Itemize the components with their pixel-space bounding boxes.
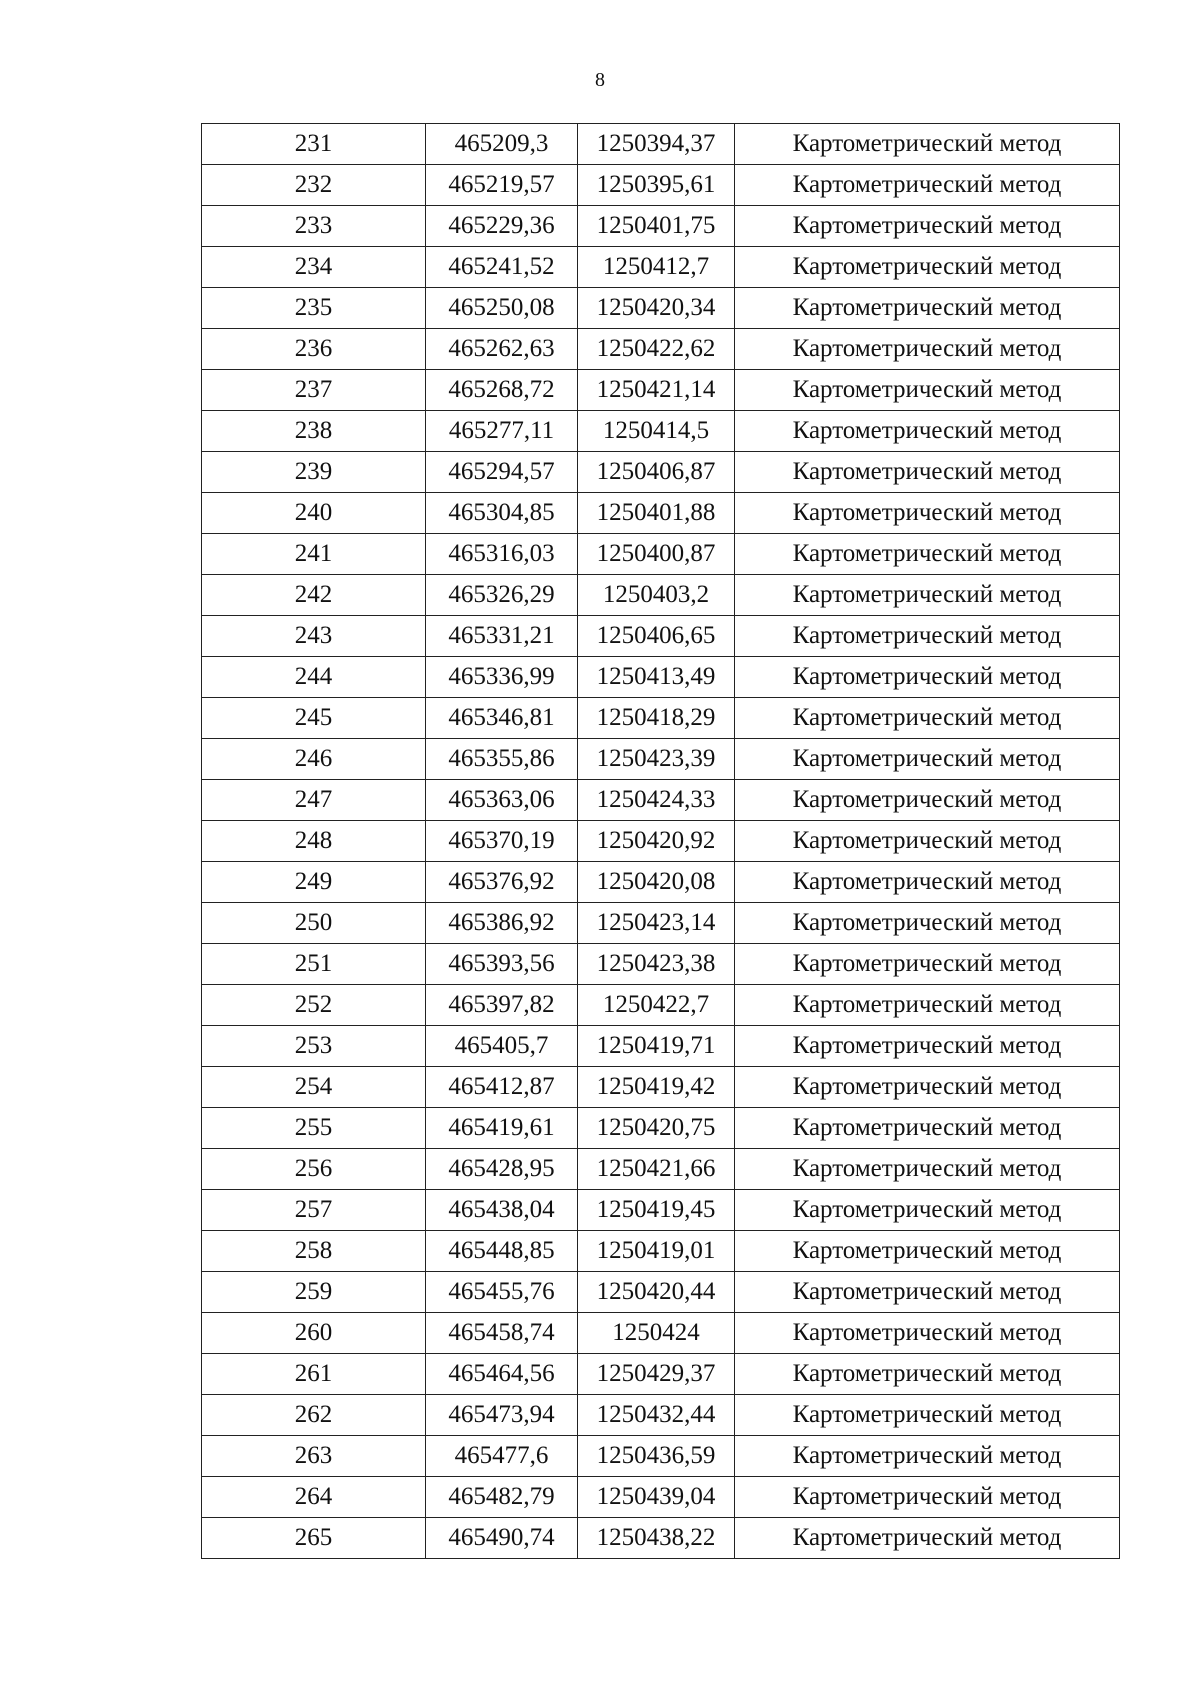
method-cell: Картометрический метод: [735, 124, 1120, 165]
x-coordinate-cell: 465482,79: [426, 1477, 578, 1518]
table-row: [202, 124, 1120, 165]
point-number-cell: 250: [202, 903, 426, 944]
table-row: [202, 1518, 1120, 1559]
y-coordinate-cell: 1250420,75: [578, 1108, 735, 1149]
x-coordinate-cell: 465393,56: [426, 944, 578, 985]
x-coordinate-cell: 465458,74: [426, 1313, 578, 1354]
method-cell: Картометрический метод: [735, 1395, 1120, 1436]
table-row: [202, 1026, 1120, 1067]
y-coordinate-cell: 1250436,59: [578, 1436, 735, 1477]
point-number-cell: 265: [202, 1518, 426, 1559]
method-cell: Картометрический метод: [735, 247, 1120, 288]
table-row: [202, 944, 1120, 985]
method-cell: Картометрический метод: [735, 616, 1120, 657]
x-coordinate-cell: 465412,87: [426, 1067, 578, 1108]
x-coordinate-cell: 465370,19: [426, 821, 578, 862]
method-cell: Картометрический метод: [735, 411, 1120, 452]
y-coordinate-cell: 1250423,39: [578, 739, 735, 780]
method-cell: Картометрический метод: [735, 903, 1120, 944]
method-cell: Картометрический метод: [735, 1477, 1120, 1518]
y-coordinate-cell: 1250422,62: [578, 329, 735, 370]
y-coordinate-cell: 1250395,61: [578, 165, 735, 206]
table-row: [202, 370, 1120, 411]
point-number-cell: 247: [202, 780, 426, 821]
method-cell: Картометрический метод: [735, 1436, 1120, 1477]
point-number-cell: 241: [202, 534, 426, 575]
method-cell: Картометрический метод: [735, 944, 1120, 985]
method-cell: Картометрический метод: [735, 165, 1120, 206]
x-coordinate-cell: 465209,3: [426, 124, 578, 165]
point-number-cell: 252: [202, 985, 426, 1026]
x-coordinate-cell: 465376,92: [426, 862, 578, 903]
x-coordinate-cell: 465428,95: [426, 1149, 578, 1190]
method-cell: Картометрический метод: [735, 1354, 1120, 1395]
table-row: [202, 698, 1120, 739]
point-number-cell: 239: [202, 452, 426, 493]
y-coordinate-cell: 1250432,44: [578, 1395, 735, 1436]
point-number-cell: 256: [202, 1149, 426, 1190]
table-row: [202, 1149, 1120, 1190]
x-coordinate-cell: 465268,72: [426, 370, 578, 411]
table-row: [202, 657, 1120, 698]
point-number-cell: 257: [202, 1190, 426, 1231]
table-row: [202, 1272, 1120, 1313]
point-number-cell: 242: [202, 575, 426, 616]
x-coordinate-cell: 465229,36: [426, 206, 578, 247]
method-cell: Картометрический метод: [735, 698, 1120, 739]
x-coordinate-cell: 465397,82: [426, 985, 578, 1026]
method-cell: Картометрический метод: [735, 206, 1120, 247]
method-cell: Картометрический метод: [735, 739, 1120, 780]
y-coordinate-cell: 1250403,2: [578, 575, 735, 616]
point-number-cell: 232: [202, 165, 426, 206]
method-cell: Картометрический метод: [735, 493, 1120, 534]
point-number-cell: 254: [202, 1067, 426, 1108]
y-coordinate-cell: 1250419,01: [578, 1231, 735, 1272]
x-coordinate-cell: 465455,76: [426, 1272, 578, 1313]
x-coordinate-cell: 465326,29: [426, 575, 578, 616]
method-cell: Картометрический метод: [735, 985, 1120, 1026]
x-coordinate-cell: 465262,63: [426, 329, 578, 370]
y-coordinate-cell: 1250394,37: [578, 124, 735, 165]
table-row: [202, 247, 1120, 288]
y-coordinate-cell: 1250420,08: [578, 862, 735, 903]
x-coordinate-cell: 465490,74: [426, 1518, 578, 1559]
table-row: [202, 1436, 1120, 1477]
method-cell: Картометрический метод: [735, 1149, 1120, 1190]
y-coordinate-cell: 1250401,88: [578, 493, 735, 534]
page-number: 8: [595, 69, 605, 91]
table-row: [202, 821, 1120, 862]
y-coordinate-cell: 1250420,92: [578, 821, 735, 862]
y-coordinate-cell: 1250401,75: [578, 206, 735, 247]
x-coordinate-cell: 465331,21: [426, 616, 578, 657]
y-coordinate-cell: 1250429,37: [578, 1354, 735, 1395]
x-coordinate-cell: 465336,99: [426, 657, 578, 698]
y-coordinate-cell: 1250421,14: [578, 370, 735, 411]
table-row: [202, 780, 1120, 821]
method-cell: Картометрический метод: [735, 288, 1120, 329]
point-number-cell: 261: [202, 1354, 426, 1395]
coordinates-table-body: [202, 124, 1120, 1559]
table-row: [202, 1354, 1120, 1395]
point-number-cell: 240: [202, 493, 426, 534]
y-coordinate-cell: 1250438,22: [578, 1518, 735, 1559]
x-coordinate-cell: 465473,94: [426, 1395, 578, 1436]
table-row: [202, 1190, 1120, 1231]
y-coordinate-cell: 1250406,65: [578, 616, 735, 657]
y-coordinate-cell: 1250423,14: [578, 903, 735, 944]
x-coordinate-cell: 465294,57: [426, 452, 578, 493]
y-coordinate-cell: 1250424,33: [578, 780, 735, 821]
table-row: [202, 739, 1120, 780]
point-number-cell: 248: [202, 821, 426, 862]
point-number-cell: 255: [202, 1108, 426, 1149]
x-coordinate-cell: 465363,06: [426, 780, 578, 821]
coordinates-table: [201, 123, 1120, 1559]
point-number-cell: 245: [202, 698, 426, 739]
method-cell: Картометрический метод: [735, 1231, 1120, 1272]
table-row: [202, 1108, 1120, 1149]
table-row: [202, 1395, 1120, 1436]
point-number-cell: 238: [202, 411, 426, 452]
point-number-cell: 244: [202, 657, 426, 698]
method-cell: Картометрический метод: [735, 329, 1120, 370]
y-coordinate-cell: 1250421,66: [578, 1149, 735, 1190]
point-number-cell: 233: [202, 206, 426, 247]
table-row: [202, 411, 1120, 452]
table-row: [202, 1067, 1120, 1108]
point-number-cell: 249: [202, 862, 426, 903]
table-row: [202, 165, 1120, 206]
y-coordinate-cell: 1250423,38: [578, 944, 735, 985]
x-coordinate-cell: 465448,85: [426, 1231, 578, 1272]
point-number-cell: 258: [202, 1231, 426, 1272]
y-coordinate-cell: 1250406,87: [578, 452, 735, 493]
x-coordinate-cell: 465219,57: [426, 165, 578, 206]
table-row: [202, 206, 1120, 247]
point-number-cell: 260: [202, 1313, 426, 1354]
method-cell: Картометрический метод: [735, 862, 1120, 903]
method-cell: Картометрический метод: [735, 575, 1120, 616]
method-cell: Картометрический метод: [735, 1108, 1120, 1149]
table-row: [202, 493, 1120, 534]
point-number-cell: 264: [202, 1477, 426, 1518]
method-cell: Картометрический метод: [735, 1026, 1120, 1067]
table-row: [202, 452, 1120, 493]
table-row: [202, 616, 1120, 657]
method-cell: Картометрический метод: [735, 1518, 1120, 1559]
method-cell: Картометрический метод: [735, 657, 1120, 698]
table-row: [202, 1231, 1120, 1272]
point-number-cell: 263: [202, 1436, 426, 1477]
y-coordinate-cell: 1250414,5: [578, 411, 735, 452]
y-coordinate-cell: 1250418,29: [578, 698, 735, 739]
y-coordinate-cell: 1250419,71: [578, 1026, 735, 1067]
point-number-cell: 235: [202, 288, 426, 329]
method-cell: Картометрический метод: [735, 1067, 1120, 1108]
y-coordinate-cell: 1250420,44: [578, 1272, 735, 1313]
x-coordinate-cell: 465304,85: [426, 493, 578, 534]
x-coordinate-cell: 465438,04: [426, 1190, 578, 1231]
table-row: [202, 862, 1120, 903]
point-number-cell: 234: [202, 247, 426, 288]
point-number-cell: 246: [202, 739, 426, 780]
point-number-cell: 237: [202, 370, 426, 411]
x-coordinate-cell: 465277,11: [426, 411, 578, 452]
method-cell: Картометрический метод: [735, 534, 1120, 575]
point-number-cell: 259: [202, 1272, 426, 1313]
point-number-cell: 253: [202, 1026, 426, 1067]
method-cell: Картометрический метод: [735, 452, 1120, 493]
x-coordinate-cell: 465386,92: [426, 903, 578, 944]
x-coordinate-cell: 465316,03: [426, 534, 578, 575]
y-coordinate-cell: 1250439,04: [578, 1477, 735, 1518]
method-cell: Картометрический метод: [735, 1313, 1120, 1354]
table-row: [202, 329, 1120, 370]
point-number-cell: 251: [202, 944, 426, 985]
table-row: [202, 985, 1120, 1026]
table-row: [202, 1313, 1120, 1354]
point-number-cell: 236: [202, 329, 426, 370]
method-cell: Картометрический метод: [735, 780, 1120, 821]
table-row: [202, 575, 1120, 616]
method-cell: Картометрический метод: [735, 1190, 1120, 1231]
y-coordinate-cell: 1250400,87: [578, 534, 735, 575]
y-coordinate-cell: 1250419,45: [578, 1190, 735, 1231]
point-number-cell: 262: [202, 1395, 426, 1436]
table-row: [202, 1477, 1120, 1518]
method-cell: Картометрический метод: [735, 370, 1120, 411]
method-cell: Картометрический метод: [735, 821, 1120, 862]
x-coordinate-cell: 465464,56: [426, 1354, 578, 1395]
table-row: [202, 534, 1120, 575]
x-coordinate-cell: 465355,86: [426, 739, 578, 780]
point-number-cell: 231: [202, 124, 426, 165]
y-coordinate-cell: 1250424: [578, 1313, 735, 1354]
y-coordinate-cell: 1250419,42: [578, 1067, 735, 1108]
x-coordinate-cell: 465477,6: [426, 1436, 578, 1477]
x-coordinate-cell: 465419,61: [426, 1108, 578, 1149]
x-coordinate-cell: 465346,81: [426, 698, 578, 739]
y-coordinate-cell: 1250420,34: [578, 288, 735, 329]
x-coordinate-cell: 465250,08: [426, 288, 578, 329]
point-number-cell: 243: [202, 616, 426, 657]
y-coordinate-cell: 1250412,7: [578, 247, 735, 288]
y-coordinate-cell: 1250413,49: [578, 657, 735, 698]
x-coordinate-cell: 465405,7: [426, 1026, 578, 1067]
y-coordinate-cell: 1250422,7: [578, 985, 735, 1026]
method-cell: Картометрический метод: [735, 1272, 1120, 1313]
x-coordinate-cell: 465241,52: [426, 247, 578, 288]
table-row: [202, 288, 1120, 329]
table-row: [202, 903, 1120, 944]
